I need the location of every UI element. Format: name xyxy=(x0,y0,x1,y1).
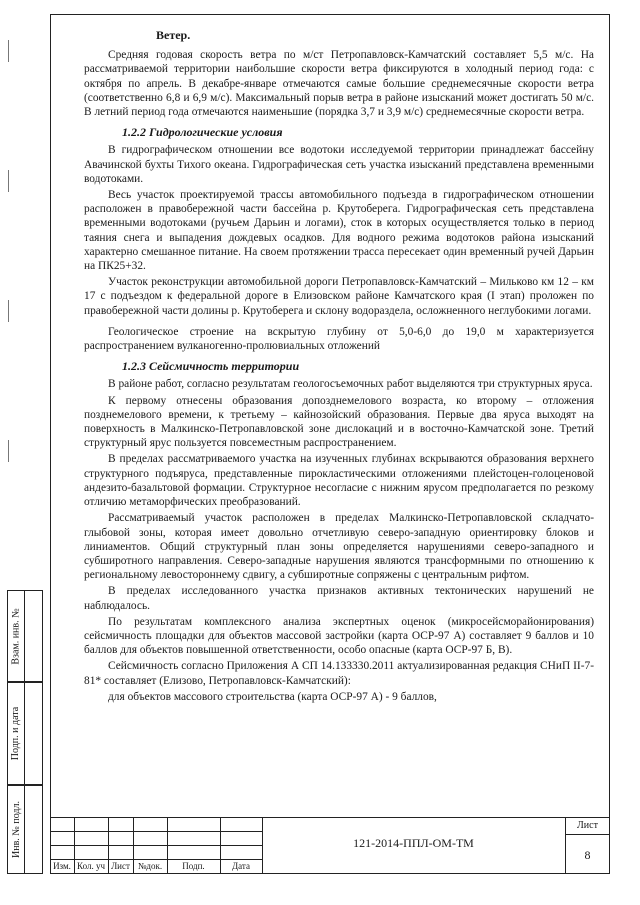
paragraph: Участок реконструкции автомобильной дороги Петропавловск-Камчатский – Мильково км 12 – км 17 с подъездом к федеральной дороге в Елизовском районе Камчатского края (I этап) проложен по правобережной части долины р. Крутоберега и склону водораздела, осложненного неглубокими логами. xyxy=(84,276,594,317)
paragraph: Геологическое строение на вскрытую глубину от 5,0-6,0 до 19,0 м характеризуется распространением вулканогенно-пролювиальных отложений xyxy=(84,325,594,353)
stamp-original-inventory xyxy=(7,785,43,874)
binding-mark xyxy=(8,170,15,192)
paragraph: В гидрографическом отношении все водотоки исследуемой территории принадлежат бассейну Авачинской бухты Тихого океана. Гидрографическая сеть участка изысканий представлена временными водотоками. xyxy=(84,144,594,185)
column-change: Изм. xyxy=(53,861,71,871)
sheet-number: 8 xyxy=(584,848,591,862)
paragraph: Весь участок проектируемой трассы автомобильного подъезда в гидрографическом отношении расположен в правобережной части бассейна р. Крутоберега. Гидрографическая сеть представлена временными водотоками (ручьем Дарьин и логами), сток в которых осуществляется только в период таяния снега и выпадения дождевых осадков. Для водного режима водотоков района изысканий характерно смешанное питание. На своем протяжении трасса пересекает один временный ручей Дарьин на ПК25+32. xyxy=(84,189,594,273)
paragraph: В районе работ, согласно результатам геологосъемочных работ выделяются три структурных яруса. xyxy=(108,378,593,391)
sheet-label: Лист xyxy=(565,820,610,835)
paragraph: К первому отнесены образования допозднемелового возраста, ко второму – отложения позднемелового времени, к третьему – кайнозойский образования. Первые два яруса выходят на поверхность в Малкинско-Петропавловской зоне дислокаций и в восточно-Камчатской зоне. Третий структурный ярус пользуется повсеместным распространением. xyxy=(84,394,594,450)
stamp-signature-date xyxy=(7,682,43,785)
paragraph: По результатам комплексного анализа экспертных оценок (микросейсморайонирования) сейсмичность площадки для объектов массовой застройки (карта ОСР-97 А) составляет 9 баллов и 10 баллов для объектов повышенной ответственности, особо опасные (карта ОСР-97 Б, В). xyxy=(84,615,594,657)
document-body xyxy=(84,28,594,706)
paragraph: Рассматриваемый участок расположен в пределах Малкинско-Петропавловской складчато-глыбовой зоны, которая имеет довольно отчетливую северо-западную ориентировку блоков и линиаментов. Общий структурный план зоны определяется нарушениями северо-западного и субширотного направления. Северо-западные нарушения являются трансформными по отношению к региональному левостороннему сдвигу, а субширотные сопряжены с центральным рифтом. xyxy=(84,512,594,582)
paragraph: для объектов массового строительства (карта ОСР-97 А) - 9 баллов, xyxy=(108,690,437,703)
paragraph: В пределах рассматриваемого участка на изученных глубинах вскрываются образования верхнего структурного подъяруса, представленные пирокластическими отложениями плейстоцен-голоценовой андезито-базальтовой формации. Структурное несогласие с нижним ярусом предполагается по резкому отличию метаморфических преобразований. xyxy=(84,453,594,509)
column-quantity: Кол. уч xyxy=(77,861,105,871)
paragraph: Средняя годовая скорость ветра по м/ст Петропавловск-Камчатский составляет 5,5 м/с. На рассматриваемой территории наибольшие скорости ветра фиксируются в холодный период года: с октября по апрель. В декабре-январе отмечаются самые большие среднемесячные скорости ветра (соответственно 6,8 и 6,9 м/с). Максимальный порыв ветра в районе изысканий может достигать 50 м/с. В летний период года отмечаются наименьшие (порядка 3,7 и 3,9 м/с) среднемесячные скорости ветра. xyxy=(84,49,594,119)
column-doc-number: №док. xyxy=(137,861,163,871)
binding-mark xyxy=(8,40,15,62)
paragraph: В пределах исследованного участка признаков активных тектонических нарушений не наблюдалось. xyxy=(84,585,594,612)
stamp-label: Взам. инв. № xyxy=(10,607,22,665)
column-date: Дата xyxy=(232,861,250,871)
stamp-label: Инв. № подл. xyxy=(10,801,22,858)
heading-hydrology: 1.2.2 Гидрологические условия xyxy=(122,125,283,140)
heading-wind: Ветер. xyxy=(156,28,191,42)
stamp-label: Подп. и дата xyxy=(10,706,22,761)
heading-seismicity: 1.2.3 Сейсмичность территории xyxy=(122,359,300,374)
column-signature: Подп. xyxy=(182,861,205,871)
binding-mark xyxy=(8,440,15,462)
title-block xyxy=(50,817,610,874)
stamp-replaced-inventory xyxy=(7,590,43,682)
paragraph: Сейсмичность согласно Приложения А СП 14.133330.2011 актуализированная редакция СНиП II-7-81* составляет (Елизово, Петропавловск-Камчатский): xyxy=(84,660,594,687)
column-sheet: Лист xyxy=(111,861,130,871)
document-code: 121-2014-ППЛ-ОМ-ТМ xyxy=(353,836,474,850)
binding-mark xyxy=(8,300,15,322)
sheet-box xyxy=(565,818,610,874)
